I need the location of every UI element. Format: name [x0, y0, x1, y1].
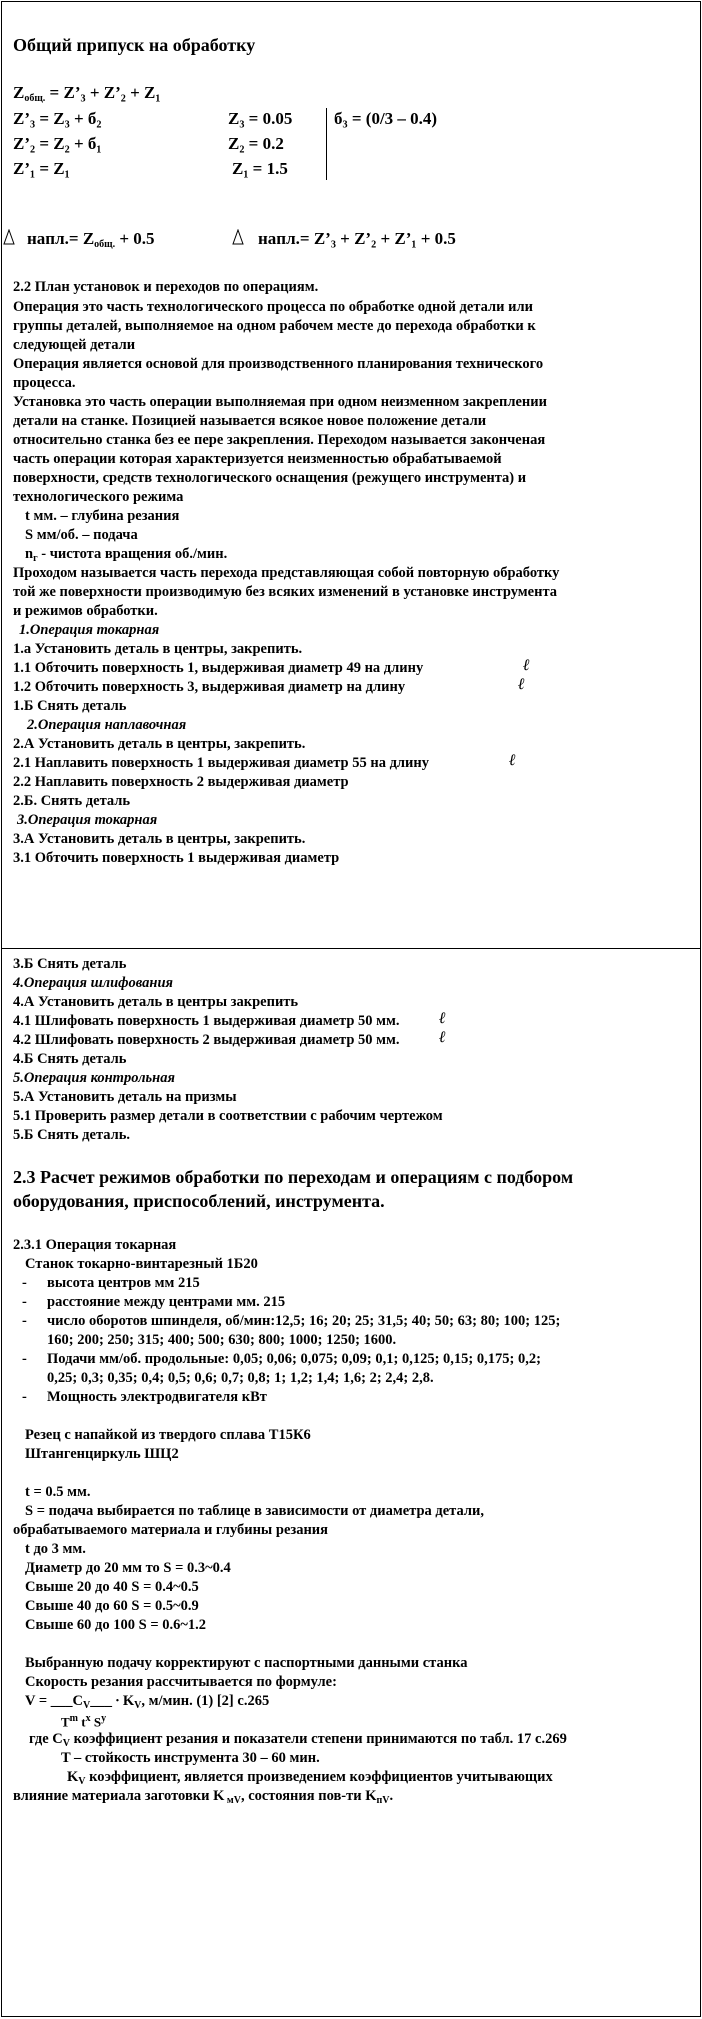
depth-limit: t до 3 мм.: [25, 1541, 86, 1557]
operation-step: 1.а Установить деталь в центры, закрепить.: [13, 641, 303, 657]
section-heading: 2.3 Расчет режимов обработки по переходам и операциям с подбором: [13, 1167, 574, 1187]
subsection-heading: 2.3.1 Операция токарная: [13, 1237, 177, 1253]
paragraph-line: Проходом называется часть перехода представляющая собой повторную обработку: [13, 565, 560, 581]
paragraph-line: и режимов обработки.: [13, 603, 158, 619]
operation-step: 1.Б Снять деталь: [13, 698, 127, 714]
bullet-dash: -: [22, 1313, 27, 1329]
formula-z3: Z’₃ = Z₃ + б₂: [13, 109, 102, 128]
bullet-dash: -: [22, 1351, 27, 1367]
length-symbol: ℓ: [523, 657, 530, 674]
coef-explanation: T – стойкость инструмента 30 – 60 мин.: [61, 1750, 320, 1766]
speed-formula: $V = \_\_\_C_V\_\_\_ \cdot K_V$, м/мин. (1) [2] с.265: [25, 1693, 270, 1711]
coef-explanation: где $C_V$ коэффициент резания и показатели степени принимаются по табл. 17 с.269: [29, 1731, 567, 1749]
divider-line: [326, 108, 327, 180]
triangle-icon: [232, 229, 244, 245]
feed-definition: обрабатываемого материала и глубины резания: [13, 1522, 329, 1538]
spec-item: Мощность электродвигателя кВт: [47, 1389, 267, 1405]
feed-range: Свыше 20 до 40 S = 0.4~0.5: [25, 1579, 199, 1595]
paragraph-line: поверхности, средств технологического оснащения (режущего инструмента) и: [13, 470, 527, 486]
definition-s: S мм/об. – подача: [25, 527, 138, 543]
paragraph-line: Операция является основой для производственного планирования технического: [13, 356, 544, 372]
definition-t: t мм. – глубина резания: [25, 508, 180, 524]
operation-step: 3.Б Снять деталь: [13, 956, 127, 972]
operation-step: 4.Б Снять деталь: [13, 1051, 127, 1067]
operation-step: 4.1 Шлифовать поверхность 1 выдерживая диаметр 50 мм.: [13, 1013, 400, 1029]
value-b3: б₃ = (0/3 – 0.4): [334, 109, 438, 128]
operation-step: 5.Б Снять деталь.: [13, 1127, 131, 1143]
operation-step: 3.А Установить деталь в центры, закрепить.: [13, 831, 306, 847]
bullet-dash: -: [22, 1275, 27, 1291]
value-z1: Z₁ = 1.5: [232, 159, 288, 178]
correction-note: Выбранную подачу корректируют с паспортными данными станка: [25, 1655, 468, 1671]
operation-step: 2.2 Наплавить поверхность 2 выдерживая диаметр: [13, 774, 349, 790]
operation-step: 4.2 Шлифовать поверхность 2 выдерживая диаметр 50 мм.: [13, 1032, 400, 1048]
coef-explanation: влияние материала заготовки K $_{мV}$, состояния пов-ти $K_{пV}$.: [13, 1788, 394, 1806]
paragraph-line: той же поверхности производимую без всяких изменений в установке инструмента: [13, 584, 557, 600]
definition-n: $n_г$ - чистота вращения об./мин.: [25, 546, 228, 564]
spec-item: расстояние между центрами мм. 215: [47, 1294, 286, 1310]
section-heading: 2.2 План установок и переходов по операциям.: [13, 279, 319, 295]
bullet-dash: -: [22, 1389, 27, 1405]
paragraph-line: относительно станка без ее пере закрепления. Переходом называется законченая: [13, 432, 546, 448]
formula-total: $Z_{общ.}$ = Z’₃ + Z’₂ + Z₁: [13, 83, 161, 104]
feed-definition: S = подача выбирается по таблице в зависимости от диаметра детали,: [25, 1503, 484, 1519]
operation-title: 5.Операция контрольная: [13, 1070, 175, 1086]
triangle-icon: [3, 229, 15, 245]
paragraph-line: группы деталей, выполняемое на одном рабочем месте до перехода обработки к: [13, 318, 536, 334]
allowance-formula-1: нaпл.= $Z_{общ.} + 0.5$: [27, 229, 155, 250]
operation-step: 2.1 Наплавить поверхность 1 выдерживая диаметр 55 на длину: [13, 755, 430, 771]
spec-item: 160; 200; 250; 315; 400; 500; 630; 800; 1000; 1250; 1600.: [47, 1332, 397, 1348]
value-z2: Z₂ = 0.2: [228, 134, 284, 153]
paragraph-line: следующей детали: [13, 337, 136, 353]
tool-item: Штангенциркуль ШЦ2: [25, 1446, 179, 1462]
operation-title: 2.Операция наплавочная: [27, 717, 187, 733]
tool-item: Резец с напайкой из твердого сплава Т15К6: [25, 1427, 311, 1443]
operation-title: 4.Операция шлифования: [13, 975, 173, 991]
paragraph-line: процесса.: [13, 375, 76, 391]
bullet-dash: -: [22, 1294, 27, 1310]
operation-step: 2.Б. Снять деталь: [13, 793, 131, 809]
spec-item: число оборотов шпинделя, об/мин:12,5; 16; 20; 25; 31,5; 40; 50; 63; 80; 100; 125;: [47, 1313, 561, 1329]
operation-step: 4.А Установить деталь в центры закрепить: [13, 994, 299, 1010]
formula-z1: Z’₁ = Z₁: [13, 159, 70, 178]
section-heading: оборудования, приспособлений, инструмента.: [13, 1191, 385, 1211]
paragraph-line: Установка это часть операции выполняемая при одном неизменном закреплении: [13, 394, 547, 410]
length-symbol: ℓ: [439, 1029, 446, 1046]
operation-step: 5.А Установить деталь на призмы: [13, 1089, 237, 1105]
coef-explanation: $K_V$ коэффициент, является произведением коэффициентов учитывающих: [67, 1769, 553, 1787]
operation-title: 1.Операция токарная: [19, 622, 160, 638]
operation-step: 3.1 Обточить поверхность 1 выдерживая диаметр: [13, 850, 340, 866]
paragraph-line: Операция это часть технологического процесса по обработке одной детали или: [13, 299, 533, 315]
value-z3: Z₃ = 0.05: [228, 109, 293, 128]
spec-item: высота центров мм 215: [47, 1275, 200, 1291]
length-symbol: ℓ: [439, 1010, 446, 1027]
allowance-formula-2: нaпл.= Z’₃ + Z’₂ + Z’₁ + 0.5: [258, 229, 456, 248]
speed-intro: Скорость резания рассчитывается по формуле:: [25, 1674, 337, 1690]
section-title: Общий припуск на обработку: [13, 35, 256, 55]
length-symbol: ℓ: [509, 752, 516, 769]
feed-range: Диаметр до 20 мм то S = 0.3~0.4: [25, 1560, 231, 1576]
formula-z2: Z’₂ = Z₂ + б₁: [13, 134, 102, 153]
spec-item: 0,25; 0,3; 0,35; 0,4; 0,5; 0,6; 0,7; 0,8; 1; 1,2; 1,4; 1,6; 2; 2,4; 2,8.: [47, 1370, 434, 1386]
feed-range: Свыше 40 до 60 S = 0.5~0.9: [25, 1598, 199, 1614]
operation-step: 5.1 Проверить размер детали в соответствии с рабочим чертежом: [13, 1108, 443, 1124]
spec-item: Подачи мм/об. продольные: 0,05; 0,06; 0,075; 0,09; 0,1; 0,125; 0,15; 0,175; 0,2;: [47, 1351, 541, 1367]
operation-step: 1.2 Обточить поверхность 3, выдерживая диаметр на длину: [13, 679, 406, 695]
operation-step: 2.А Установить деталь в центры, закрепить.: [13, 736, 306, 752]
formula-denominator: $T^m$ $t^x$ $S^y$: [61, 1713, 107, 1730]
machine-name: Станок токарно-винтарезный 1Б20: [25, 1256, 258, 1272]
depth-value: t = 0.5 мм.: [25, 1484, 91, 1500]
paragraph-line: часть операции которая характеризуется неизменностью обрабатываемой: [13, 451, 502, 467]
feed-range: Свыше 60 до 100 S = 0.6~1.2: [25, 1617, 207, 1633]
operation-step: 1.1 Обточить поверхность 1, выдерживая диаметр 49 на длину: [13, 660, 424, 676]
paragraph-line: детали на станке. Позицией называется всякое новое положение детали: [13, 413, 487, 429]
paragraph-line: технологического режима: [13, 489, 184, 505]
length-symbol: ℓ: [518, 676, 525, 693]
operation-title: 3.Операция токарная: [17, 812, 158, 828]
